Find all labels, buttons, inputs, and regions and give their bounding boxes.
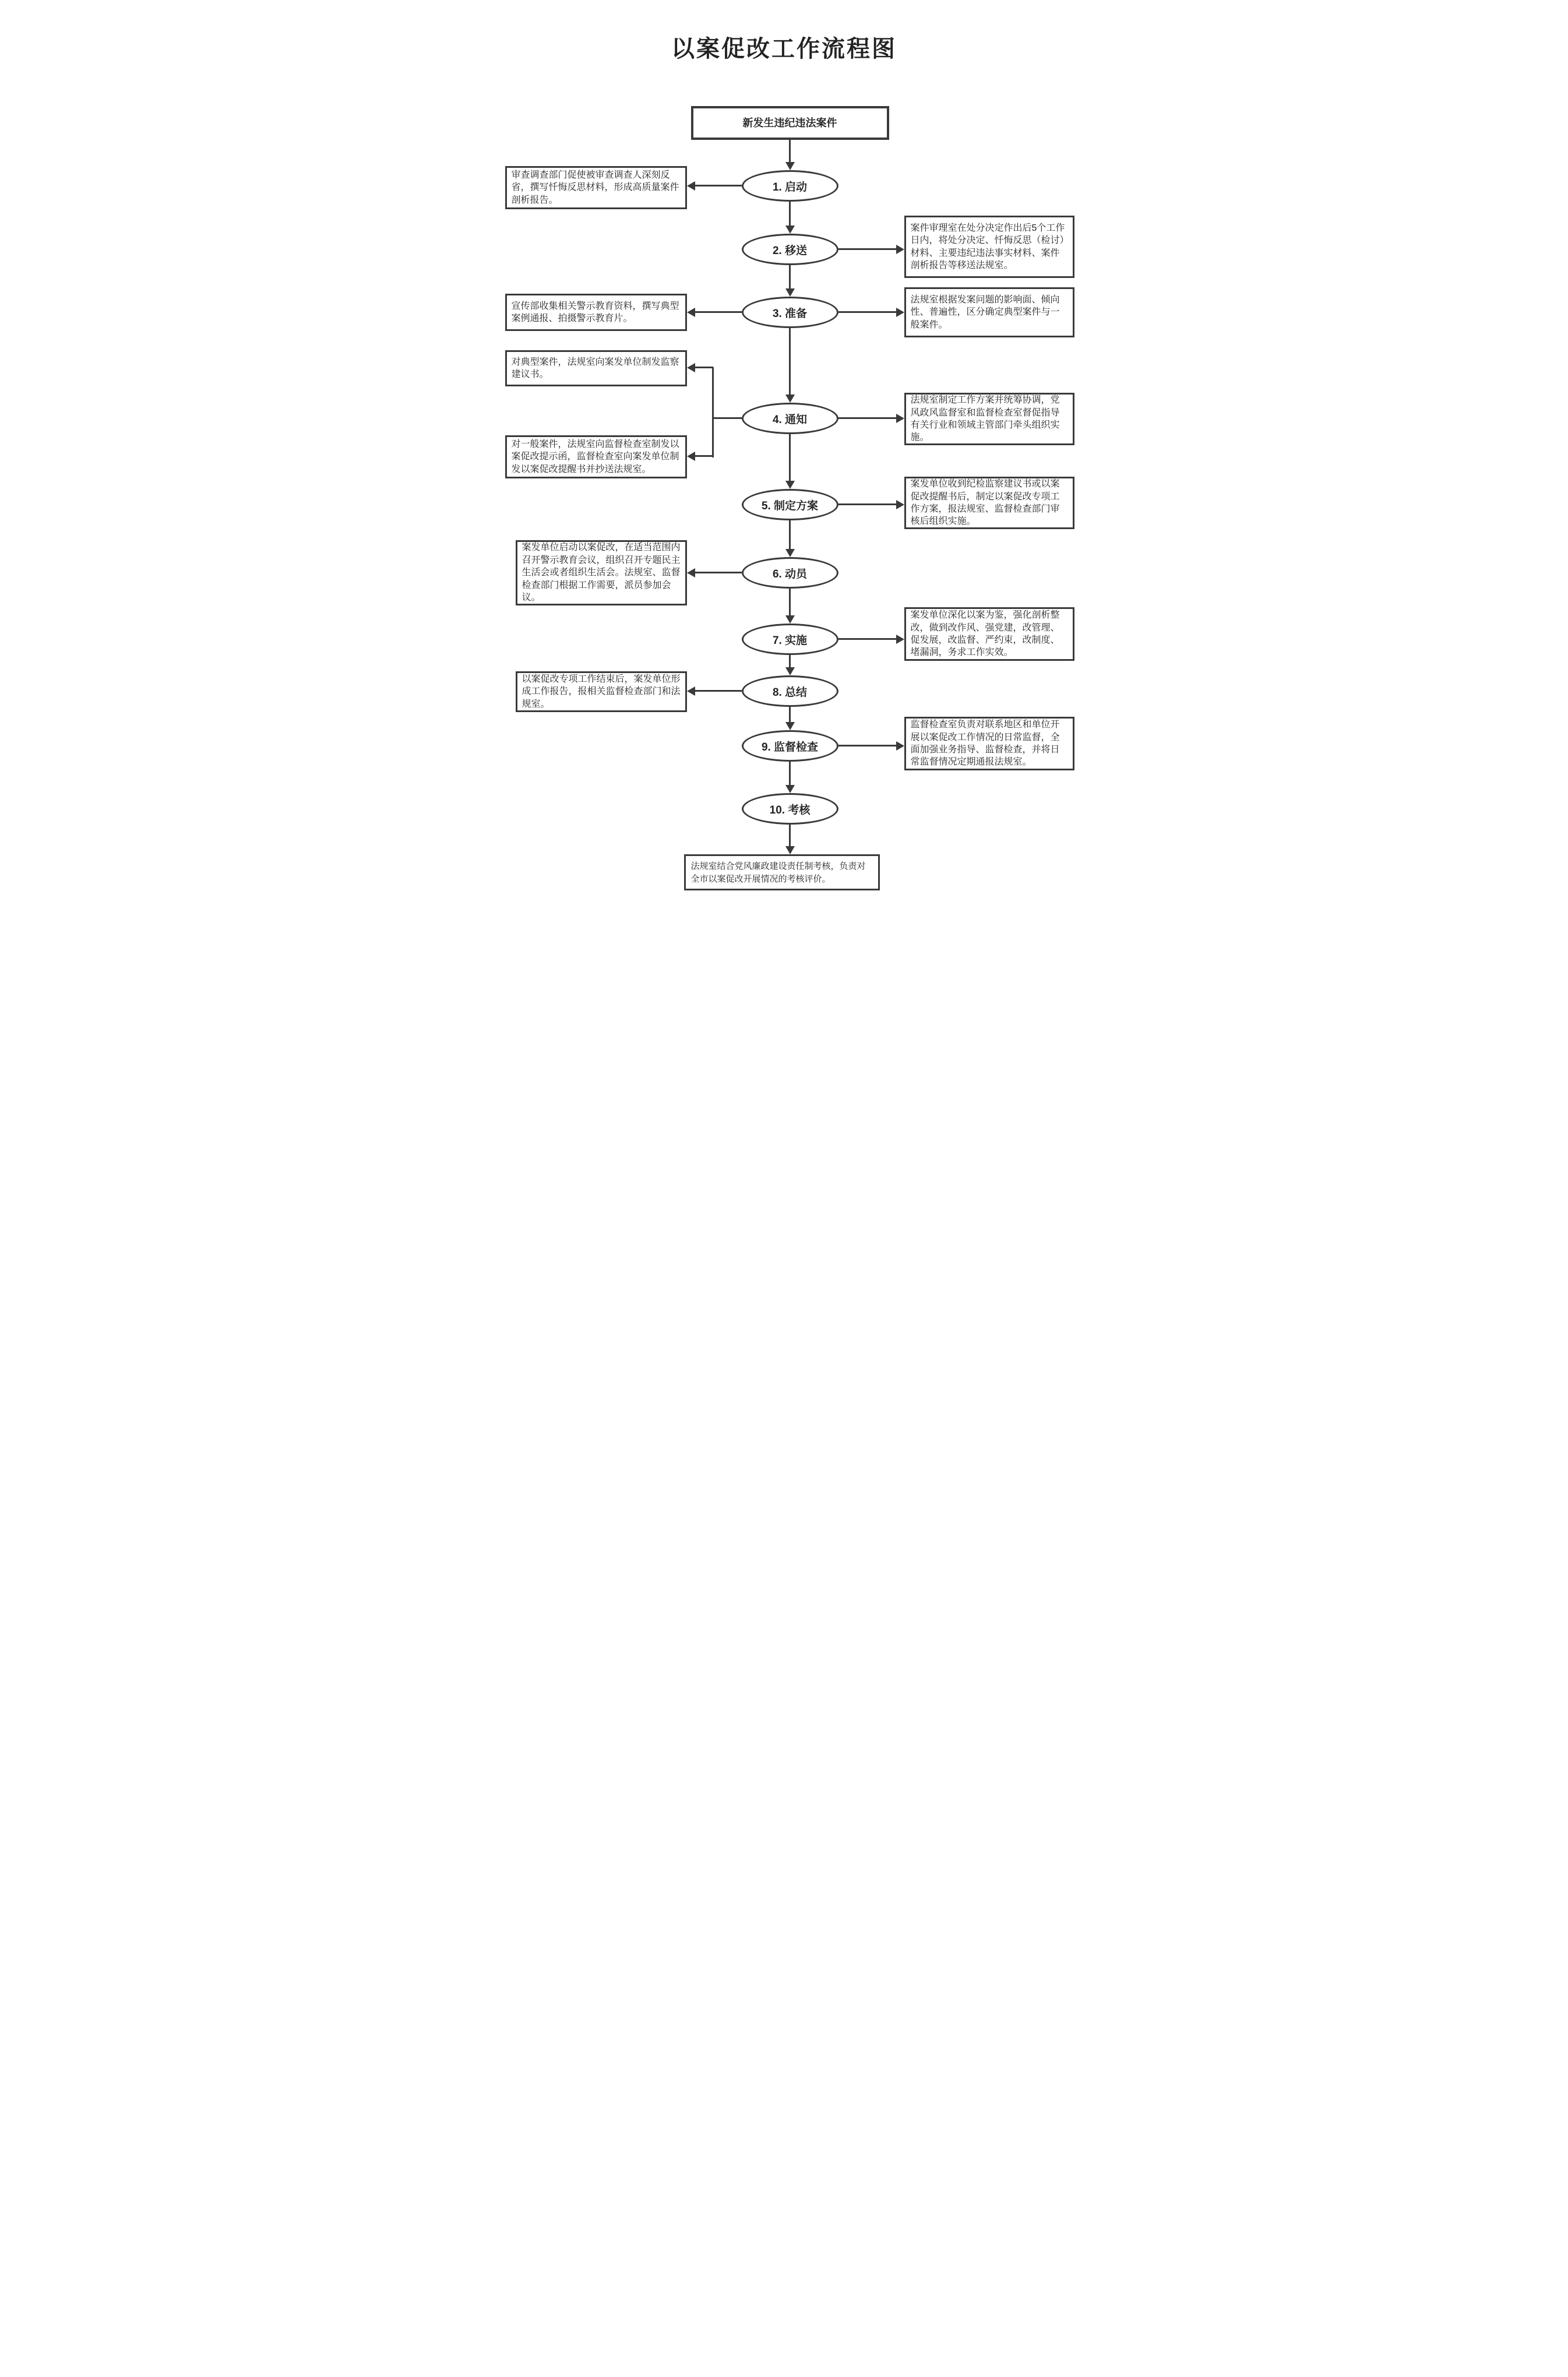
arrow-step5-note-head <box>896 500 904 509</box>
arrow-step9-step10-line <box>789 762 791 786</box>
step-7-label: 7. 实施 <box>772 634 808 647</box>
note-right-step2-text: 案件审理室在处分决定作出后5个工作日内，将处分决定、忏悔反思（检讨）材料、主要违纪违法事实材料、案件剖析报告等移送法规室。 <box>910 223 1065 270</box>
arrow-step7-note-head <box>896 635 904 644</box>
note-right-step5 <box>904 477 1074 529</box>
arrow-start-step1-head <box>785 162 795 170</box>
step-7-node <box>742 624 838 655</box>
arrow-step3-step4-line <box>789 328 791 395</box>
arrow-step5-step6-line <box>789 520 791 550</box>
arrow-step3-note-left-head <box>687 308 695 317</box>
note-left-step6 <box>516 540 687 605</box>
arrow-step1-step2-head <box>785 226 795 234</box>
note-right-step3-text: 法规室根据发案问题的影响面、倾向性、普遍性，区分确定典型案件与一般案件。 <box>910 294 1060 330</box>
end-node <box>684 854 880 890</box>
note-right-step9-text: 监督检查室负责对联系地区和单位开展以案促改工作情况的日常监督，全面加强业务指导、监督检查，并将日常监督情况定期通报法规室。 <box>910 720 1060 767</box>
arrow-step5-step6-head <box>785 549 795 557</box>
arrow-step4-note-general-head <box>687 452 695 461</box>
arrow-step8-note-line <box>695 690 742 692</box>
arrow-step2-note-line <box>838 248 896 250</box>
arrow-step4-note-right-line <box>838 417 896 419</box>
arrow-step4-note-right-head <box>896 414 904 423</box>
arrow-step5-note-line <box>838 503 896 505</box>
arrow-step4-step5-line <box>789 434 791 481</box>
arrow-step9-note-line <box>838 745 896 746</box>
step-9-label: 9. 监督检查 <box>761 741 819 753</box>
arrow-step2-step3-line <box>789 265 791 289</box>
arrow-step6-step7-head <box>785 615 795 624</box>
note-right-step4 <box>904 393 1074 445</box>
step-4-label: 4. 通知 <box>772 413 808 426</box>
step-2-label: 2. 移送 <box>772 244 808 257</box>
arrow-step4-note-general-line <box>695 455 713 457</box>
arrow-step9-note-head <box>896 741 904 751</box>
arrow-start-step1-line <box>789 140 791 163</box>
arrow-step7-step8-head <box>785 667 795 675</box>
connector-step4-bracket <box>712 367 714 457</box>
arrow-step3-note-right-head <box>896 308 904 317</box>
note-right-step4-text: 法规室制定工作方案并统筹协调，党风政风监督室和监督检查室督促指导有关行业和领域主管部门牵头组织实施。 <box>910 395 1060 443</box>
step-10-node <box>742 793 838 825</box>
step-10-label: 10. 考核 <box>769 804 811 816</box>
note-right-step3 <box>904 287 1074 337</box>
arrow-step10-end-head <box>785 846 795 854</box>
arrow-step2-step3-head <box>785 288 795 297</box>
note-left-step1 <box>505 166 687 209</box>
arrow-step1-note-head <box>687 181 695 191</box>
arrow-step7-note-line <box>838 638 896 640</box>
note-left-step4-general-text: 对一般案件，法规室向监督检查室制发以案促改提示函，监督检查室向案发单位制发以案促改提醒书并抄送法规室。 <box>511 439 679 474</box>
note-left-step6-text: 案发单位启动以案促改，在适当范围内召开警示教育会议，组织召开专题民主生活会或者组织生活会。法规室、监督检查部门根据工作需要，派员参加会议。 <box>522 543 681 603</box>
arrow-step2-note-head <box>896 245 904 254</box>
note-left-step4-typical <box>505 350 687 386</box>
note-left-step4-typical-text: 对典型案件，法规室向案发单位制发监察建议书。 <box>511 357 679 379</box>
step-1-label: 1. 启动 <box>772 181 808 193</box>
arrow-step8-step9-line <box>789 707 791 723</box>
step-6-label: 6. 动员 <box>772 568 808 580</box>
step-8-label: 8. 总结 <box>772 686 808 699</box>
arrow-step6-note-line <box>695 572 742 573</box>
arrow-step1-step2-line <box>789 202 791 226</box>
note-left-step1-text: 审查调查部门促使被审查调查人深刻反省，撰写忏悔反思材料，形成高质量案件剖析报告。 <box>511 170 679 205</box>
note-left-step8 <box>516 671 687 712</box>
arrow-step10-end-line <box>789 825 791 847</box>
step-8-node <box>742 675 838 707</box>
step-5-node <box>742 489 838 520</box>
note-right-step5-text: 案发单位收到纪检监察建议书或以案促改提醒书后，制定以案促改专项工作方案，报法规室、监督检查部门审核后组织实施。 <box>910 479 1060 527</box>
step-3-label: 3. 准备 <box>772 307 808 320</box>
arrow-step8-step9-head <box>785 722 795 730</box>
note-right-step7-text: 案发单位深化以案为鉴，强化剖析整改，做到改作风、强党建，改管理、促发展，改监督、严约束，改制度、堵漏洞，务求工作实效。 <box>910 610 1060 658</box>
arrow-step8-note-head <box>687 686 695 696</box>
arrow-step4-note-typical-line <box>695 367 713 368</box>
arrow-step6-step7-line <box>789 589 791 616</box>
arrow-step6-note-head <box>687 568 695 577</box>
step-4-node <box>742 403 838 434</box>
arrow-step3-step4-head <box>785 395 795 403</box>
arrow-step4-step5-head <box>785 481 795 489</box>
arrow-step9-step10-head <box>785 785 795 793</box>
arrow-step1-note-line <box>695 185 742 186</box>
note-right-step2 <box>904 216 1074 278</box>
start-node-label: 新发生违纪违法案件 <box>742 117 837 129</box>
step-1-node <box>742 170 838 202</box>
flowchart-title: 以案促改工作流程图 <box>671 36 897 62</box>
note-left-step3-text: 宣传部收集相关警示教育资料，撰写典型案例通报、拍摄警示教育片。 <box>511 301 679 323</box>
arrow-step3-note-right-line <box>838 311 896 313</box>
step-6-node <box>742 557 838 589</box>
arrow-step3-note-left-line <box>695 311 742 313</box>
flowchart <box>486 0 1083 904</box>
note-left-step8-text: 以案促改专项工作结束后，案发单位形成工作报告，报相关监督检查部门和法规室。 <box>522 674 681 709</box>
arrow-step7-step8-line <box>789 655 791 668</box>
end-node-text: 法规室结合党风廉政建设责任制考核，负责对全市以案促改开展情况的考核评价。 <box>690 861 866 884</box>
step-3-node <box>742 297 838 328</box>
note-left-step3 <box>505 294 687 331</box>
step-9-node <box>742 730 838 762</box>
connector-step4-stub <box>713 417 742 419</box>
note-right-step7 <box>904 607 1074 661</box>
step-5-label: 5. 制定方案 <box>761 499 819 512</box>
step-2-node <box>742 234 838 265</box>
start-node <box>691 106 889 140</box>
arrow-step4-note-typical-head <box>687 363 695 372</box>
note-left-step4-general <box>505 435 687 478</box>
note-right-step9 <box>904 717 1074 770</box>
